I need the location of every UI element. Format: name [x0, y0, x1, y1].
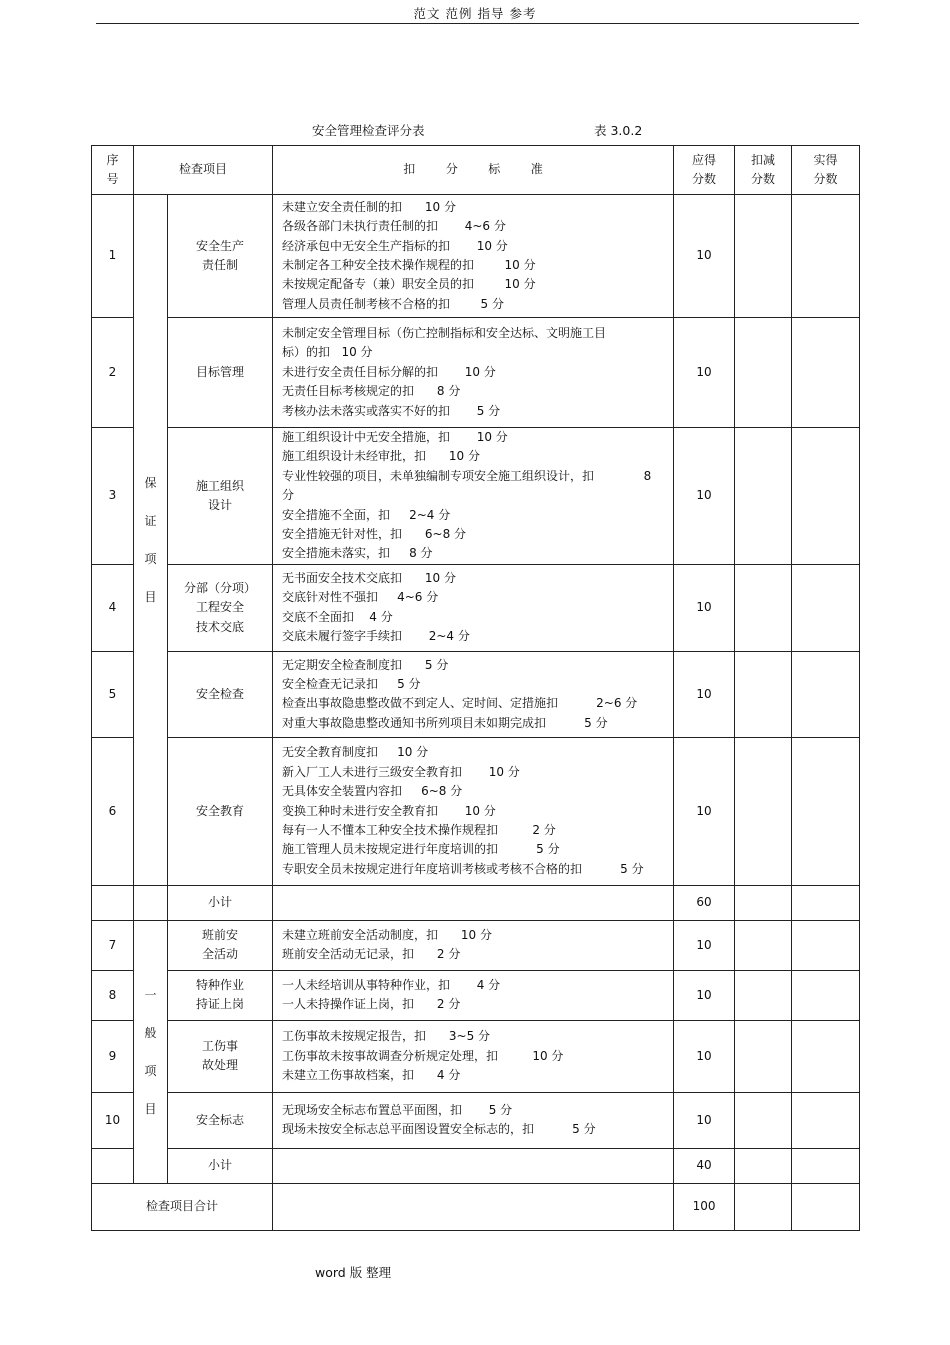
row-seq: 2: [92, 318, 134, 428]
row-criteria: 无安全教育制度扣 10 分 新入厂工人未进行三级安全教育扣 10 分 无具体安全装置内容扣 6~8 分 变换工种时未进行安全教育扣 10 分 每有一人不懂本工种安全技术操作规程扣 2 分 施工管理人员未按规定进行年度培训的扣 5 分 专职安全员未按规定进行年度培训考核或考核不合格的扣 5 分: [273, 737, 674, 885]
row-deduct-score[interactable]: [735, 564, 792, 651]
subtotal-actual[interactable]: [792, 1148, 860, 1183]
row-criteria: 施工组织设计中无安全措施，扣 10 分 施工组织设计未经审批，扣 10 分 专业性较强的项目，未单独编制专项安全施工组织设计，扣 8 分 安全措施不全面，扣 2~4 分 安全措施无针对性，扣 6~8 分 安全措施未落实，扣 8 分: [273, 428, 674, 565]
row-seq: 10: [92, 1092, 134, 1148]
row-item: 安全标志: [168, 1092, 273, 1148]
row-actual-score[interactable]: [792, 564, 860, 651]
row-due-score: 10: [674, 428, 735, 565]
table-row: [92, 1092, 860, 1148]
row-seq: 5: [92, 651, 134, 737]
row-seq: 7: [92, 920, 134, 970]
total-deduct[interactable]: [735, 1183, 792, 1230]
total-value: 100: [674, 1183, 735, 1230]
row-item: 班前安 全活动: [168, 920, 273, 970]
row-item: 目标管理: [168, 318, 273, 428]
row-actual-score[interactable]: [792, 1020, 860, 1092]
table-number: 表 3.0.2: [594, 123, 643, 138]
header-rule: [96, 23, 859, 24]
row-criteria: 未制定安全管理目标（伤亡控制指标和安全达标、文明施工目 标）的扣 10 分 未进行安全责任目标分解的扣 10 分 无责任目标考核规定的扣 8 分 考核办法未落实或落实不好的扣 5 分: [273, 318, 674, 428]
table-row: [92, 318, 860, 428]
row-deduct-score[interactable]: [735, 428, 792, 565]
subtotal-deduct[interactable]: [735, 1148, 792, 1183]
row-actual-score[interactable]: [792, 195, 860, 318]
row-deduct-score[interactable]: [735, 195, 792, 318]
subtotal-actual[interactable]: [792, 885, 860, 920]
row-item: 安全生产 责任制: [168, 195, 273, 318]
subtotal-value-guarantee: 60: [674, 885, 735, 920]
row-due-score: 10: [674, 1020, 735, 1092]
subtotal-deduct[interactable]: [735, 885, 792, 920]
row-item: 施工组织 设计: [168, 428, 273, 565]
row-due-score: 10: [674, 737, 735, 885]
group-label-guarantee: 保 证 项 目: [134, 195, 168, 886]
row-criteria: 未建立安全责任制的扣 10 分 各级各部门未执行责任制的扣 4~6 分 经济承包中无安全生产指标的扣 10 分 未制定各工种安全技术操作规程的扣 10 分 未按规定配备专（兼）职安全员的扣 10 分 管理人员责任制考核不合格的扣 5 分: [273, 195, 674, 318]
row-criteria: 工伤事故未按规定报告，扣 3~5 分 工伤事故未按事故调查分析规定处理，扣 10 分 未建立工伤事故档案，扣 4 分: [273, 1020, 674, 1092]
subtotal-row-general: [92, 1148, 860, 1183]
subtotal-label: 小计: [168, 1148, 273, 1183]
table-row: [92, 564, 860, 651]
table-row: [92, 651, 860, 737]
row-actual-score[interactable]: [792, 318, 860, 428]
table-row: [92, 428, 860, 565]
row-actual-score[interactable]: [792, 651, 860, 737]
header-criteria: 扣 分 标 准: [273, 146, 674, 195]
row-item: 分部（分项） 工程安全 技术交底: [168, 564, 273, 651]
table-row: [92, 970, 860, 1020]
row-due-score: 10: [674, 970, 735, 1020]
score-table: [91, 145, 860, 1231]
page-header: 范文 范例 指导 参考: [413, 6, 537, 21]
row-criteria: 无书面安全技术交底扣 10 分 交底针对性不强扣 4~6 分 交底不全面扣 4 分 交底未履行签字手续扣 2~4 分: [273, 564, 674, 651]
table-header-row: [92, 146, 860, 195]
row-due-score: 10: [674, 564, 735, 651]
row-seq: 1: [92, 195, 134, 318]
row-actual-score[interactable]: [792, 970, 860, 1020]
table-row: [92, 195, 860, 318]
row-deduct-score[interactable]: [735, 920, 792, 970]
header-seq: 序 号: [92, 146, 134, 195]
row-due-score: 10: [674, 920, 735, 970]
row-criteria: 无定期安全检查制度扣 5 分 安全检查无记录扣 5 分 检查出事故隐患整改做不到定人、定时间、定措施扣 2~6 分 对重大事故隐患整改通知书所列项目未如期完成扣 5 分: [273, 651, 674, 737]
subtotal-row-guarantee: [92, 885, 860, 920]
row-deduct-score[interactable]: [735, 1020, 792, 1092]
total-actual[interactable]: [792, 1183, 860, 1230]
header-due-score: 应得 分数: [674, 146, 735, 195]
group-label-general: 一 般 项 目: [134, 920, 168, 1183]
row-due-score: 10: [674, 1092, 735, 1148]
table-row: [92, 737, 860, 885]
row-deduct-score[interactable]: [735, 1092, 792, 1148]
row-item: 安全检查: [168, 651, 273, 737]
row-deduct-score[interactable]: [735, 970, 792, 1020]
row-seq: 3: [92, 428, 134, 565]
row-due-score: 10: [674, 195, 735, 318]
table-row: [92, 920, 860, 970]
header-deduct-score: 扣减 分数: [735, 146, 792, 195]
header-actual-score: 实得 分数: [792, 146, 860, 195]
subtotal-value-general: 40: [674, 1148, 735, 1183]
row-due-score: 10: [674, 318, 735, 428]
page-footer: word 版 整理: [315, 1265, 392, 1280]
row-seq: 6: [92, 737, 134, 885]
table-title: 安全管理检查评分表: [312, 123, 425, 138]
row-criteria: 一人未经培训从事特种作业，扣 4 分 一人未持操作证上岗，扣 2 分: [273, 970, 674, 1020]
row-actual-score[interactable]: [792, 1092, 860, 1148]
row-criteria: 未建立班前安全活动制度，扣 10 分 班前安全活动无记录，扣 2 分: [273, 920, 674, 970]
row-actual-score[interactable]: [792, 920, 860, 970]
row-item: 特种作业 持证上岗: [168, 970, 273, 1020]
row-seq: 9: [92, 1020, 134, 1092]
row-item: 安全教育: [168, 737, 273, 885]
total-row: [92, 1183, 860, 1230]
subtotal-label: 小计: [168, 885, 273, 920]
row-actual-score[interactable]: [792, 737, 860, 885]
row-actual-score[interactable]: [792, 428, 860, 565]
row-criteria: 无现场安全标志布置总平面图，扣 5 分 现场未按安全标志总平面图设置安全标志的，扣 5 分: [273, 1092, 674, 1148]
row-seq: 4: [92, 564, 134, 651]
row-deduct-score[interactable]: [735, 651, 792, 737]
row-deduct-score[interactable]: [735, 318, 792, 428]
row-deduct-score[interactable]: [735, 737, 792, 885]
row-seq: 8: [92, 970, 134, 1020]
row-item: 工伤事 故处理: [168, 1020, 273, 1092]
table-row: [92, 1020, 860, 1092]
row-due-score: 10: [674, 651, 735, 737]
header-item: 检查项目: [134, 146, 273, 195]
total-label: 检查项目合计: [92, 1183, 273, 1230]
